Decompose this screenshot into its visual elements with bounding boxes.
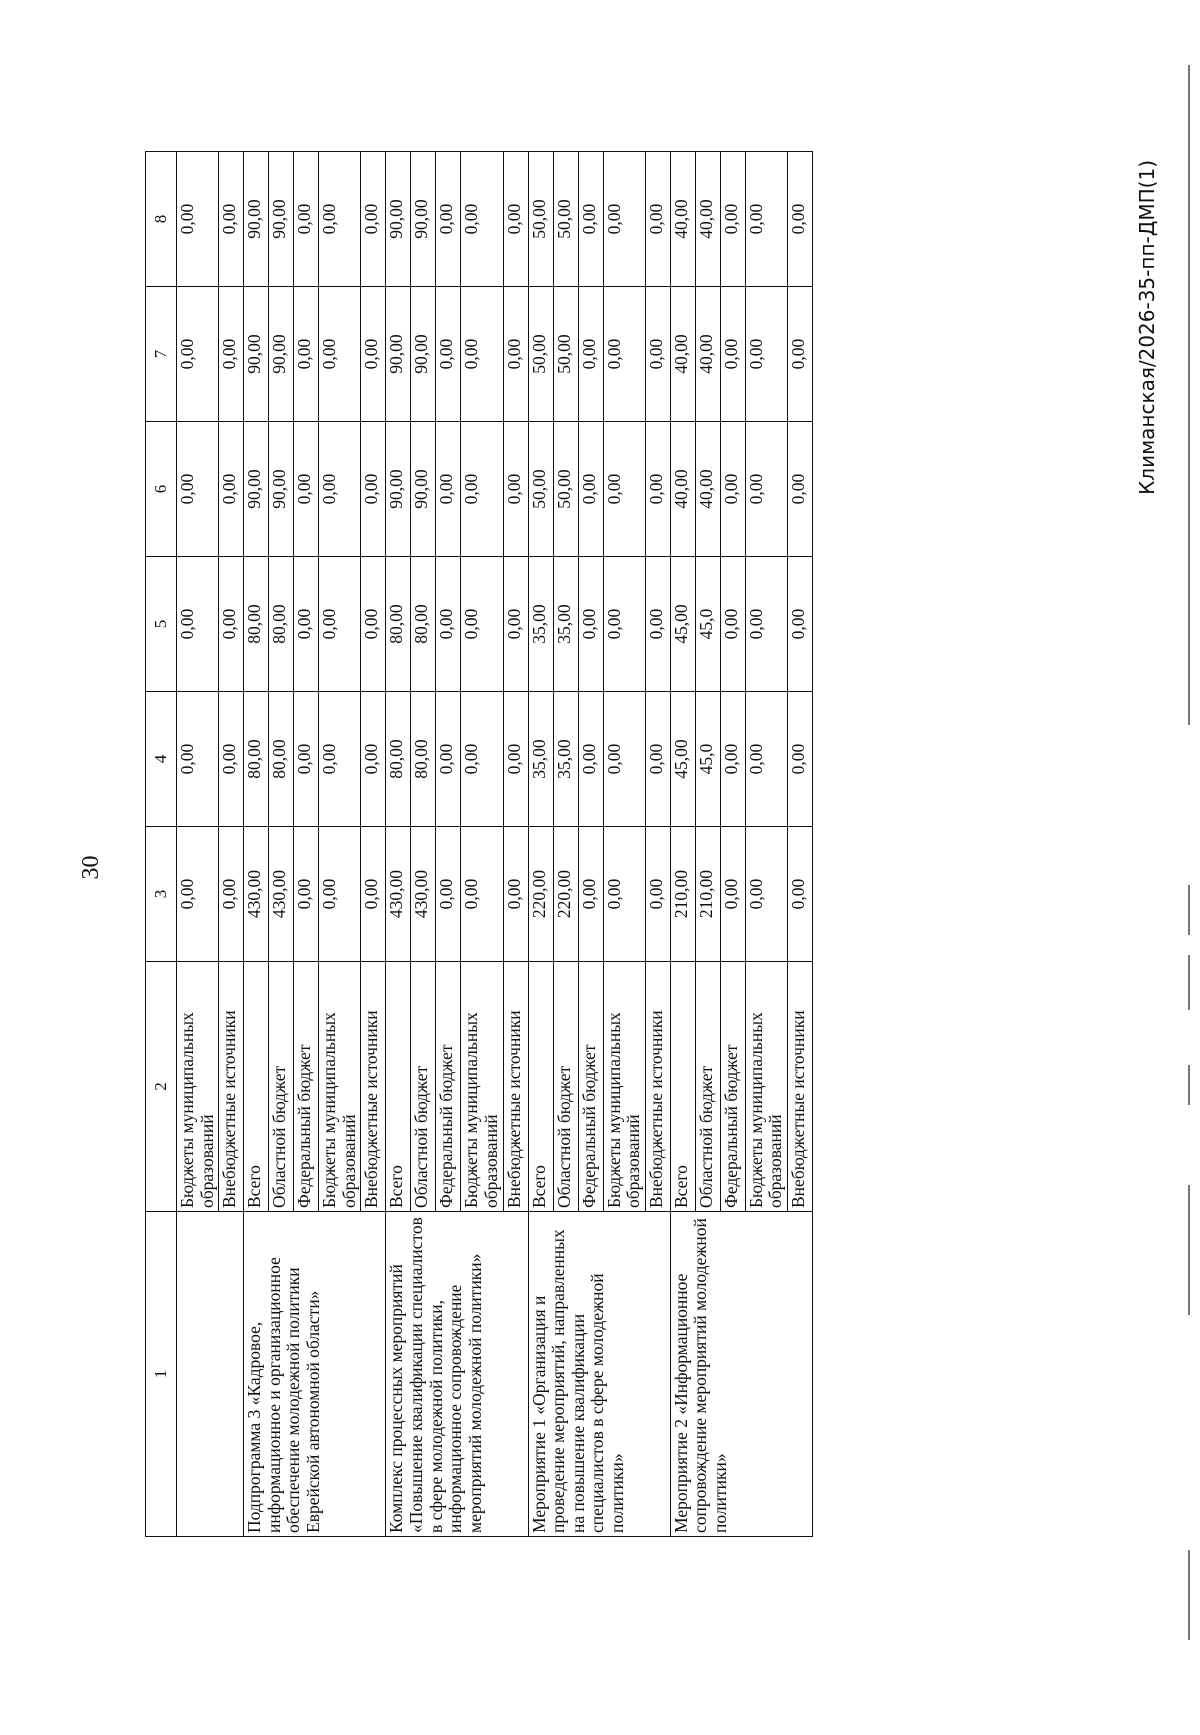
amount-cell: 220,00 [553, 827, 578, 962]
funding-source-cell: Внебюджетные источники [503, 962, 528, 1212]
amount-cell: 0,00 [503, 152, 528, 287]
amount-cell: 0,00 [720, 692, 745, 827]
amount-cell: 90,00 [244, 422, 269, 557]
amount-cell: 0,00 [361, 557, 386, 692]
amount-cell: 0,00 [461, 557, 503, 692]
amount-cell: 0,00 [177, 692, 219, 827]
document-code: Климанская/2026-35-пп-ДМП(1) [1135, 160, 1159, 495]
amount-cell: 0,00 [294, 557, 319, 692]
amount-cell: 430,00 [244, 827, 269, 962]
amount-cell: 0,00 [177, 152, 219, 287]
column-header: 4 [146, 692, 177, 827]
amount-cell: 90,00 [386, 152, 411, 287]
scan-line [1188, 1065, 1190, 1105]
funding-source-cell: Федеральный бюджет [436, 962, 461, 1212]
amount-cell: 50,00 [528, 152, 553, 287]
amount-cell: 0,00 [603, 827, 645, 962]
amount-cell: 0,00 [745, 287, 787, 422]
column-header: 2 [146, 962, 177, 1212]
funding-source-cell: Федеральный бюджет [294, 962, 319, 1212]
table-row [528, 152, 553, 1537]
amount-cell: 0,00 [503, 827, 528, 962]
amount-cell: 0,00 [603, 557, 645, 692]
amount-cell: 0,00 [645, 287, 670, 422]
amount-cell: 50,00 [528, 422, 553, 557]
amount-cell: 0,00 [578, 152, 603, 287]
amount-cell: 0,00 [578, 287, 603, 422]
amount-cell: 40,00 [670, 152, 695, 287]
amount-cell: 0,00 [319, 692, 361, 827]
amount-cell: 0,00 [603, 422, 645, 557]
column-header: 1 [146, 1212, 177, 1537]
amount-cell: 0,00 [219, 422, 244, 557]
amount-cell: 0,00 [503, 557, 528, 692]
funding-source-cell: Областной бюджет [553, 962, 578, 1212]
amount-cell: 50,00 [553, 422, 578, 557]
amount-cell: 45,0 [695, 692, 720, 827]
amount-cell: 0,00 [645, 152, 670, 287]
column-header: 3 [146, 827, 177, 962]
table-row [177, 152, 219, 1537]
amount-cell: 0,00 [578, 422, 603, 557]
amount-cell: 0,00 [645, 692, 670, 827]
amount-cell: 0,00 [319, 557, 361, 692]
amount-cell: 0,00 [219, 692, 244, 827]
amount-cell: 0,00 [578, 557, 603, 692]
page-number: 30 [78, 855, 104, 880]
amount-cell: 0,00 [219, 287, 244, 422]
amount-cell: 90,00 [244, 152, 269, 287]
program-name-cell [177, 1212, 244, 1537]
funding-source-cell: Внебюджетные источники [361, 962, 386, 1212]
table-row [670, 152, 695, 1537]
funding-source-cell: Областной бюджет [269, 962, 294, 1212]
amount-cell: 0,00 [294, 422, 319, 557]
table-row [386, 152, 411, 1537]
amount-cell: 0,00 [503, 287, 528, 422]
amount-cell: 0,00 [603, 692, 645, 827]
amount-cell: 80,00 [386, 692, 411, 827]
amount-cell: 0,00 [361, 692, 386, 827]
amount-cell: 80,00 [269, 557, 294, 692]
column-header: 7 [146, 287, 177, 422]
amount-cell: 40,00 [670, 287, 695, 422]
scan-line [1188, 955, 1190, 1010]
column-header: 5 [146, 557, 177, 692]
amount-cell: 0,00 [787, 422, 812, 557]
amount-cell: 0,00 [177, 557, 219, 692]
amount-cell: 0,00 [294, 692, 319, 827]
amount-cell: 35,00 [528, 692, 553, 827]
amount-cell: 0,00 [436, 287, 461, 422]
amount-cell: 0,00 [461, 287, 503, 422]
amount-cell: 40,00 [670, 422, 695, 557]
program-name-cell: Подпрограмма 3 «Кадровое, информационное и организационное обеспечение молодежной политики Еврейской автономной области» [244, 1212, 386, 1537]
amount-cell: 50,00 [553, 152, 578, 287]
amount-cell: 430,00 [411, 827, 436, 962]
funding-source-cell: Всего [528, 962, 553, 1212]
amount-cell: 220,00 [528, 827, 553, 962]
amount-cell: 0,00 [461, 152, 503, 287]
amount-cell: 0,00 [720, 152, 745, 287]
amount-cell: 0,00 [361, 827, 386, 962]
amount-cell: 210,00 [695, 827, 720, 962]
amount-cell: 80,00 [244, 557, 269, 692]
amount-cell: 0,00 [436, 557, 461, 692]
amount-cell: 0,00 [745, 422, 787, 557]
amount-cell: 0,00 [361, 287, 386, 422]
amount-cell: 0,00 [745, 692, 787, 827]
amount-cell: 0,00 [219, 557, 244, 692]
amount-cell: 0,00 [319, 152, 361, 287]
amount-cell: 90,00 [269, 152, 294, 287]
amount-cell: 35,00 [528, 557, 553, 692]
scan-line [1188, 885, 1190, 935]
program-name-cell: Мероприятие 1 «Организация и проведение мероприятий, направленных на повышение квалификации специалистов в сфере молодежной политики» [528, 1212, 670, 1537]
amount-cell: 40,00 [695, 287, 720, 422]
amount-cell: 0,00 [720, 287, 745, 422]
amount-cell: 35,00 [553, 557, 578, 692]
amount-cell: 90,00 [386, 287, 411, 422]
amount-cell: 0,00 [787, 287, 812, 422]
amount-cell: 80,00 [411, 557, 436, 692]
amount-cell: 0,00 [219, 827, 244, 962]
funding-source-cell: Бюджеты муниципальных образований [177, 962, 219, 1212]
amount-cell: 0,00 [436, 692, 461, 827]
amount-cell: 90,00 [269, 287, 294, 422]
funding-source-cell: Областной бюджет [411, 962, 436, 1212]
amount-cell: 0,00 [461, 827, 503, 962]
column-header: 8 [146, 152, 177, 287]
amount-cell: 0,00 [436, 827, 461, 962]
table-row [244, 152, 269, 1537]
amount-cell: 0,00 [503, 422, 528, 557]
amount-cell: 45,0 [695, 557, 720, 692]
funding-source-cell: Внебюджетные источники [645, 962, 670, 1212]
amount-cell: 0,00 [603, 287, 645, 422]
funding-source-cell: Всего [244, 962, 269, 1212]
amount-cell: 430,00 [386, 827, 411, 962]
amount-cell: 430,00 [269, 827, 294, 962]
funding-source-cell: Бюджеты муниципальных образований [319, 962, 361, 1212]
amount-cell: 0,00 [436, 422, 461, 557]
amount-cell: 90,00 [411, 152, 436, 287]
amount-cell: 0,00 [745, 557, 787, 692]
amount-cell: 45,00 [670, 692, 695, 827]
scan-line [1188, 65, 1190, 725]
amount-cell: 0,00 [578, 692, 603, 827]
amount-cell: 90,00 [244, 287, 269, 422]
amount-cell: 0,00 [219, 152, 244, 287]
funding-source-cell: Всего [670, 962, 695, 1212]
amount-cell: 0,00 [294, 827, 319, 962]
amount-cell: 90,00 [269, 422, 294, 557]
funding-source-cell: Областной бюджет [695, 962, 720, 1212]
amount-cell: 0,00 [361, 422, 386, 557]
amount-cell: 0,00 [319, 287, 361, 422]
program-name-cell: Комплекс процессных мероприятий «Повышение квалификации специалистов в сфере молодежной политики, информационное сопровождение мероприятий молодежной политики» [386, 1212, 528, 1537]
amount-cell: 0,00 [787, 557, 812, 692]
amount-cell: 0,00 [745, 152, 787, 287]
column-header: 6 [146, 422, 177, 557]
amount-cell: 0,00 [319, 422, 361, 557]
amount-cell: 90,00 [411, 422, 436, 557]
amount-cell: 0,00 [503, 692, 528, 827]
amount-cell: 90,00 [411, 287, 436, 422]
amount-cell: 0,00 [177, 827, 219, 962]
amount-cell: 0,00 [294, 152, 319, 287]
amount-cell: 0,00 [177, 287, 219, 422]
amount-cell: 0,00 [787, 152, 812, 287]
amount-cell: 0,00 [720, 827, 745, 962]
funding-source-cell: Бюджеты муниципальных образований [745, 962, 787, 1212]
amount-cell: 80,00 [244, 692, 269, 827]
amount-cell: 0,00 [720, 422, 745, 557]
scan-line [1188, 1185, 1190, 1315]
amount-cell: 0,00 [603, 152, 645, 287]
funding-source-cell: Внебюджетные источники [219, 962, 244, 1212]
amount-cell: 0,00 [361, 152, 386, 287]
amount-cell: 35,00 [553, 692, 578, 827]
amount-cell: 0,00 [461, 692, 503, 827]
funding-source-cell: Бюджеты муниципальных образований [603, 962, 645, 1212]
amount-cell: 0,00 [645, 422, 670, 557]
funding-source-cell: Федеральный бюджет [578, 962, 603, 1212]
amount-cell: 80,00 [269, 692, 294, 827]
funding-source-cell: Бюджеты муниципальных образований [461, 962, 503, 1212]
amount-cell: 0,00 [645, 557, 670, 692]
amount-cell: 80,00 [386, 557, 411, 692]
amount-cell: 80,00 [411, 692, 436, 827]
amount-cell: 0,00 [461, 422, 503, 557]
amount-cell: 0,00 [745, 827, 787, 962]
amount-cell: 0,00 [294, 287, 319, 422]
amount-cell: 0,00 [319, 827, 361, 962]
budget-table [145, 151, 813, 1537]
amount-cell: 40,00 [695, 422, 720, 557]
scan-line [1188, 1550, 1190, 1640]
table-body [177, 152, 813, 1537]
amount-cell: 210,00 [670, 827, 695, 962]
amount-cell: 0,00 [787, 692, 812, 827]
funding-source-cell: Всего [386, 962, 411, 1212]
funding-source-cell: Внебюджетные источники [787, 962, 812, 1212]
amount-cell: 0,00 [177, 422, 219, 557]
amount-cell: 40,00 [695, 152, 720, 287]
funding-source-cell: Федеральный бюджет [720, 962, 745, 1212]
amount-cell: 0,00 [645, 827, 670, 962]
amount-cell: 0,00 [720, 557, 745, 692]
amount-cell: 45,00 [670, 557, 695, 692]
amount-cell: 90,00 [386, 422, 411, 557]
amount-cell: 0,00 [787, 827, 812, 962]
program-name-cell: Мероприятие 2 «Информационное сопровождение мероприятий молодежной политики» [670, 1212, 812, 1537]
amount-cell: 0,00 [578, 827, 603, 962]
table-header-row [146, 152, 177, 1537]
amount-cell: 0,00 [436, 152, 461, 287]
amount-cell: 50,00 [528, 287, 553, 422]
amount-cell: 50,00 [553, 287, 578, 422]
